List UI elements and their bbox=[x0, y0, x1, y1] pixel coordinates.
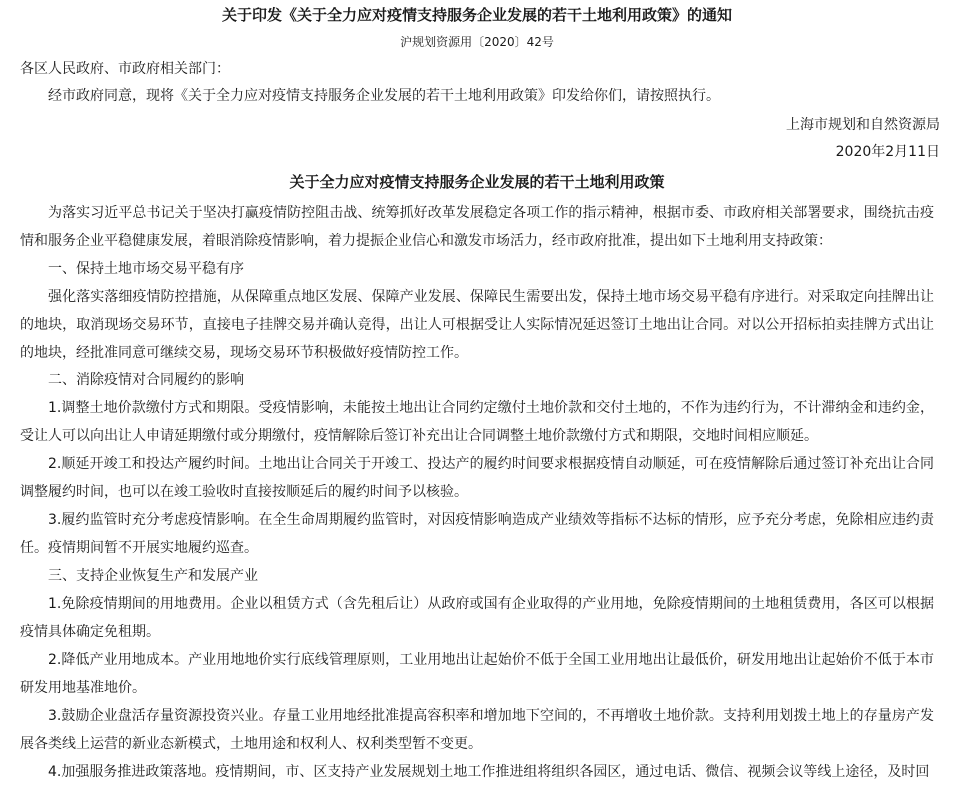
notice-body: 经市政府同意，现将《关于全力应对疫情支持服务企业发展的若干土地利用政策》印发给你们，请按照执行。 bbox=[48, 88, 720, 104]
section-2-heading: 二、消除疫情对合同履约的影响 bbox=[48, 372, 244, 388]
notice-title: 关于印发《关于全力应对疫情支持服务企业发展的若干土地利用政策》的通知 bbox=[221, 6, 732, 24]
section-1-text: 强化落实落细疫情防控措施，从保障重点地区发展、保障产业发展、保障民生需要出发，保持土地市场交易平稳有序进行。对采取定向挂牌出让的地块，取消现场交易环节，直接电子挂牌交易并确认竞得，出让人可根据受让人实际情况延迟签订土地出让合同。对以公开招标拍卖挂牌方式出让的地块，经批准同意可继续交易，现场交易环节积极做好疫情防控工作。 bbox=[20, 289, 934, 361]
section-3-item-1: 1.免除疫情期间的用地费用。企业以租赁方式（含先租后让）从政府或国有企业取得的产业用地，免除疫情期间的土地租赁费用，各区可以根据疫情具体确定免租期。 bbox=[20, 596, 934, 640]
document-number: 沪规划资源用〔2020〕42号 bbox=[400, 35, 554, 49]
issue-date: 2020年2月11日 bbox=[835, 144, 940, 160]
section-3-item-3: 3.鼓励企业盘活存量资源投资兴业。存量工业用地经批准提高容积率和增加地下空间的，不再增收土地价款。支持利用划拨土地上的存量房产发展各类线上运营的新业态新模式，土地用途和权利人、权利类型暂不变更。 bbox=[20, 708, 934, 752]
issuer: 上海市规划和自然资源局 bbox=[786, 117, 940, 133]
policy-intro: 为落实习近平总书记关于坚决打赢疫情防控阻击战、统筹抓好改革发展稳定各项工作的指示精神，根据市委、市政府相关部署要求，围绕抗击疫情和服务企业平稳健康发展，着眼消除疫情影响，着力提振企业信心和激发市场活力，经市政府批准，提出如下土地利用支持政策： bbox=[20, 205, 934, 249]
section-3-item-4: 4.加强服务推进政策落地。疫情期间，市、区支持产业发展规划土地工作推进组将组织各园区，通过电话、微信、视频会议等线上途径，及时回 bbox=[48, 764, 930, 780]
section-3-heading: 三、支持企业恢复生产和发展产业 bbox=[48, 568, 258, 584]
section-2-item-1: 1.调整土地价款缴付方式和期限。受疫情影响，未能按土地出让合同约定缴付土地价款和交付土地的，不作为违约行为，不计滞纳金和违约金，受让人可以向出让人申请延期缴付或分期缴付，疫情解除后签订补充出让合同调整土地价款缴付方式和期限，交地时间相应顺延。 bbox=[20, 400, 934, 444]
section-2-item-2: 2.顺延开竣工和投达产履约时间。土地出让合同关于开竣工、投达产的履约时间要求根据疫情自动顺延，可在疫情解除后通过签订补充出让合同调整履约时间，也可以在竣工验收时直接按顺延后的履约时间予以核验。 bbox=[20, 456, 934, 500]
addressee: 各区人民政府、市政府相关部门： bbox=[20, 61, 230, 77]
section-2-item-3: 3.履约监管时充分考虑疫情影响。在全生命周期履约监管时，对因疫情影响造成产业绩效等指标不达标的情形，应予充分考虑，免除相应违约责任。疫情期间暂不开展实地履约巡查。 bbox=[20, 512, 934, 556]
policy-title: 关于全力应对疫情支持服务企业发展的若干土地利用政策 bbox=[289, 173, 665, 191]
section-3-item-2: 2.降低产业用地成本。产业用地地价实行底线管理原则，工业用地出让起始价不低于全国工业用地出让最低价，研发用地出让起始价不低于本市研发用地基准地价。 bbox=[20, 652, 934, 696]
section-1-heading: 一、保持土地市场交易平稳有序 bbox=[48, 261, 244, 277]
